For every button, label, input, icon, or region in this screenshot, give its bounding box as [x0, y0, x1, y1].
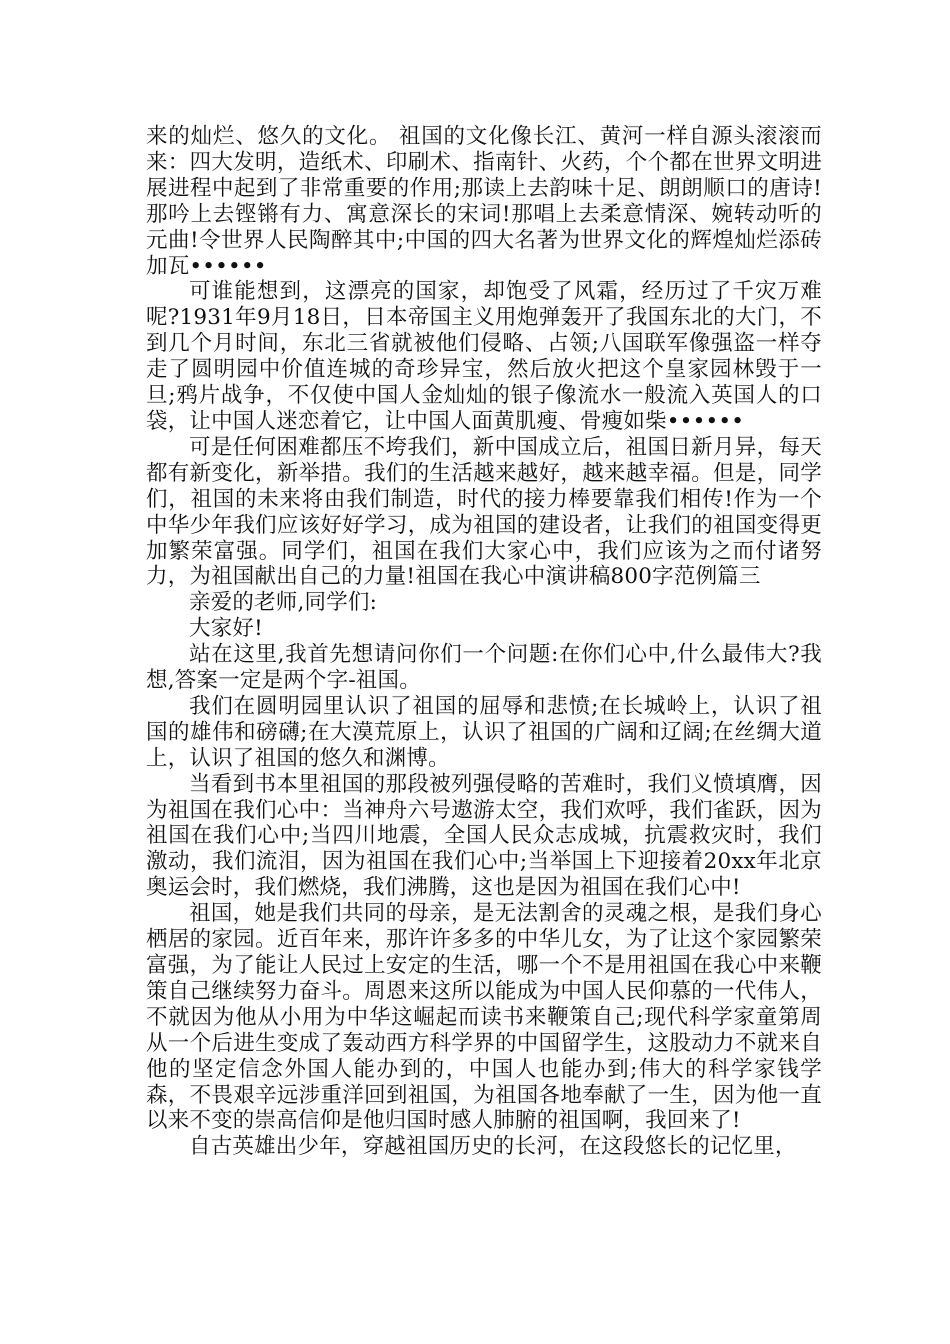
document-body — [146, 124, 822, 1160]
paragraph-3: 可是任何困难都压不垮我们，新中国成立后，祖国日新月异，每天都有新变化，新举措。我们的生活越来越好，越来越幸福。但是，同学们，祖国的未来将由我们制造，时代的接力棒要靠我们相传!作为一个中华少年我们应该好好学习，成为祖国的建设者，让我们的祖国变得更加繁荣富强。同学们，祖国在我们大家心中，我们应该为之而付诸努力，为祖国献出自己的力量!祖国在我心中演讲稿800字范例篇三 — [146, 434, 822, 590]
paragraph-9: 祖国，她是我们共同的母亲，是无法割舍的灵魂之根，是我们身心栖居的家园。近百年来，那许许多多的中华儿女，为了让这个家园繁荣富强，为了能让人民过上安定的生活，哪一个不是用祖国在我心中来鞭策自己继续努力奋斗。周恩来这所以能成为中国人民仰慕的一代伟人，不就因为他从小用为中华这崛起而读书来鞭策自己;现代科学家童第周从一个后进生变成了轰动西方科学界的中国留学生，这股动力不就来自他的坚定信念外国人能办到的，中国人也能办到;伟大的科学家钱学森，不畏艰辛远涉重洋回到祖国，为祖国各地奉献了一生，因为他一直以来不变的崇高信仰是他归国时感人肺腑的祖国啊，我回来了! — [146, 901, 822, 1134]
salutation: 亲爱的老师,同学们: — [189, 590, 378, 616]
paragraph-8: 当看到书本里祖国的那段被列强侵略的苦难时，我们义愤填膺，因为祖国在我们心中：当神舟六号遨游太空，我们欢呼，我们雀跃，因为祖国在我们心中;当四川地震，全国人民众志成城，抗震救灾时，我们激动，我们流泪，因为祖国在我们心中;当举国上下迎接着20xx年北京奥运会时，我们燃烧，我们沸腾，这也是因为祖国在我们心中! — [146, 771, 822, 901]
paragraph-2: 可谁能想到，这漂亮的国家，却饱受了风霜，经历过了千灾万难呢?1931年9月18日，日本帝国主义用炮弹轰开了我国东北的大门，不到几个月时间，东北三省就被他们侵略、占领;八国联军像强盗一样夺走了圆明园中价值连城的奇珍异宝，然后放火把这个皇家园林毁于一旦;鸦片战争，不仅使中国人金灿灿的银子像流水一般流入英国人的口袋，让中国人迷恋着它，让中国人面黄肌瘦、骨瘦如柴•••••• — [146, 279, 822, 434]
paragraph-6: 站在这里,我首先想请问你们一个问题:在你们心中,什么最伟大?我想,答案一定是两个字-祖国。 — [146, 642, 822, 694]
paragraph-7: 我们在圆明园里认识了祖国的屈辱和悲愤;在长城岭上，认识了祖国的雄伟和磅礴;在大漠荒原上，认识了祖国的广阔和辽阔;在丝绸大道上，认识了祖国的悠久和渊博。 — [146, 693, 822, 771]
paragraph-10: 自古英雄出少年，穿越祖国历史的长河，在这段悠长的记忆里， — [189, 1134, 797, 1160]
greeting: 大家好! — [189, 616, 263, 642]
paragraph-1: 来的灿烂、悠久的文化。 祖国的文化像长江、黄河一样自源头滚滚而来：四大发明，造纸术、印刷术、指南针、火药，个个都在世界文明进展进程中起到了非常重要的作用;那读上去韵味十足、朗朗顺口的唐诗!那吟上去铿锵有力、寓意深长的宋词!那唱上去柔意情深、婉转动听的元曲!令世界人民陶醉其中;中国的四大名著为世界文化的辉煌灿烂添砖加瓦•••••• — [146, 124, 822, 279]
